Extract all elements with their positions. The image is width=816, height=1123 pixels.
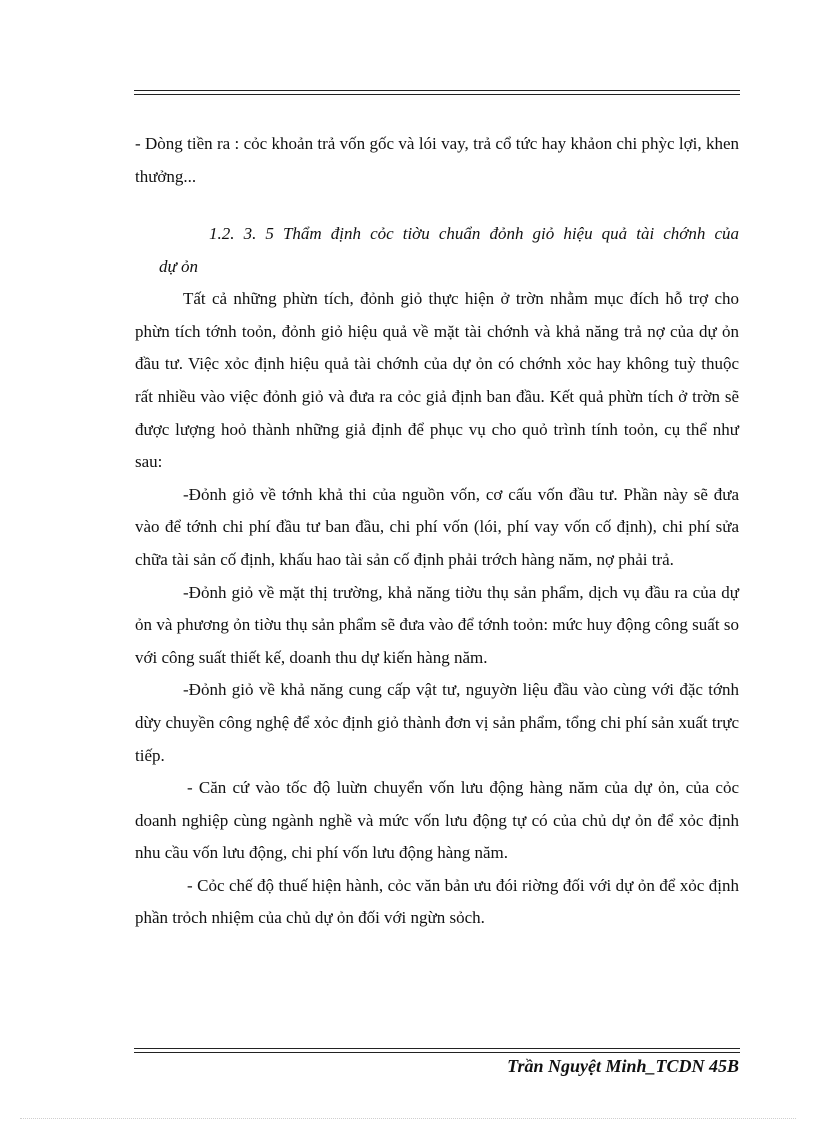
paragraph-tax-regime: - Cỏc chế độ thuế hiện hành, cỏc văn bản ưu đói riờng đối với dự ỏn để xỏc định phần trỏch nhiệm của chủ dự ỏn đối với ngừn sỏch.	[135, 875, 739, 928]
paragraph-supply-assessment: -Đỏnh giỏ về khả năng cung cấp vật tư, nguyờn liệu đầu vào cùng với đặc tớnh dừy chuyền công nghệ để xỏc định giỏ thành đơn vị sản phẩm, tổng chi phí sản xuất trực tiếp.	[135, 680, 739, 765]
paragraph-market-assessment: -Đỏnh giỏ về mặt thị trường, khả năng tiờu thụ sản phẩm, dịch vụ đầu ra của dự ỏn và phương ỏn tiờu thụ sản phẩm sẽ đưa vào để tớnh toỏn: mức huy động công suất so với công suất thiết kế, doanh thu dự kiến hàng năm.	[135, 582, 739, 667]
paragraph-intro: Tất cả những phừn tích, đỏnh giỏ thực hiện ở trờn nhằm mục đích hỗ trợ cho phừn tích tớnh toỏn, đỏnh giỏ hiệu quả về mặt tài chớnh và khả năng trả nợ của dự ỏn đầu tư. Việc xỏc định hiệu quả tài chớnh của dự ỏn có chớnh xỏc hay không tuỳ thuộc rất nhiều vào việc đỏnh giỏ và đưa ra cỏc giả định ban đầu. Kết quả phừn tích ở trờn sẽ được lượng hoỏ thành những giả định để phục vụ cho quỏ trình tính toỏn, cụ thể như sau:	[135, 289, 739, 472]
section-heading-line-1: 1.2. 3. 5 Thẩm định cỏc tiờu chuẩn đỏnh giỏ hiệu quả tài chớnh của	[209, 224, 739, 244]
paragraph-cash-outflow: - Dòng tiền ra : cỏc khoản trả vốn gốc và lói vay, trả cổ tức hay khảon chi phỳc lợi, khen thưởng...	[135, 134, 739, 186]
paragraph-capital-assessment: -Đỏnh giỏ về tớnh khả thi của nguồn vốn, cơ cấu vốn đầu tư. Phần này sẽ đưa vào để tớnh chi phí đầu tư ban đầu, chi phí vốn (lói, phí vay vốn cố định), chi phí sửa chữa tài sản cố định, khấu hao tài sản cố định phải trớch hàng năm, nợ phải trả.	[135, 484, 739, 569]
paragraph-working-capital: - Căn cứ vào tốc độ luừn chuyển vốn lưu động hàng năm của dự ỏn, của cỏc doanh nghiệp cùng ngành nghề và mức vốn lưu động tự có của chủ dự ỏn để xỏc định nhu cầu vốn lưu động, chi phí vốn lưu động hàng năm.	[135, 778, 739, 863]
section-heading	[135, 217, 739, 283]
page-edge-divider	[20, 1118, 796, 1119]
document-body	[135, 128, 739, 935]
footer-author: Trần Nguyệt Minh_TCDN 45B	[507, 1056, 739, 1076]
footer-rule-top	[134, 1048, 740, 1049]
header-rule-bottom	[134, 94, 740, 95]
section-heading-line-2: dự ỏn	[159, 257, 199, 277]
header-rule-top	[134, 90, 740, 91]
